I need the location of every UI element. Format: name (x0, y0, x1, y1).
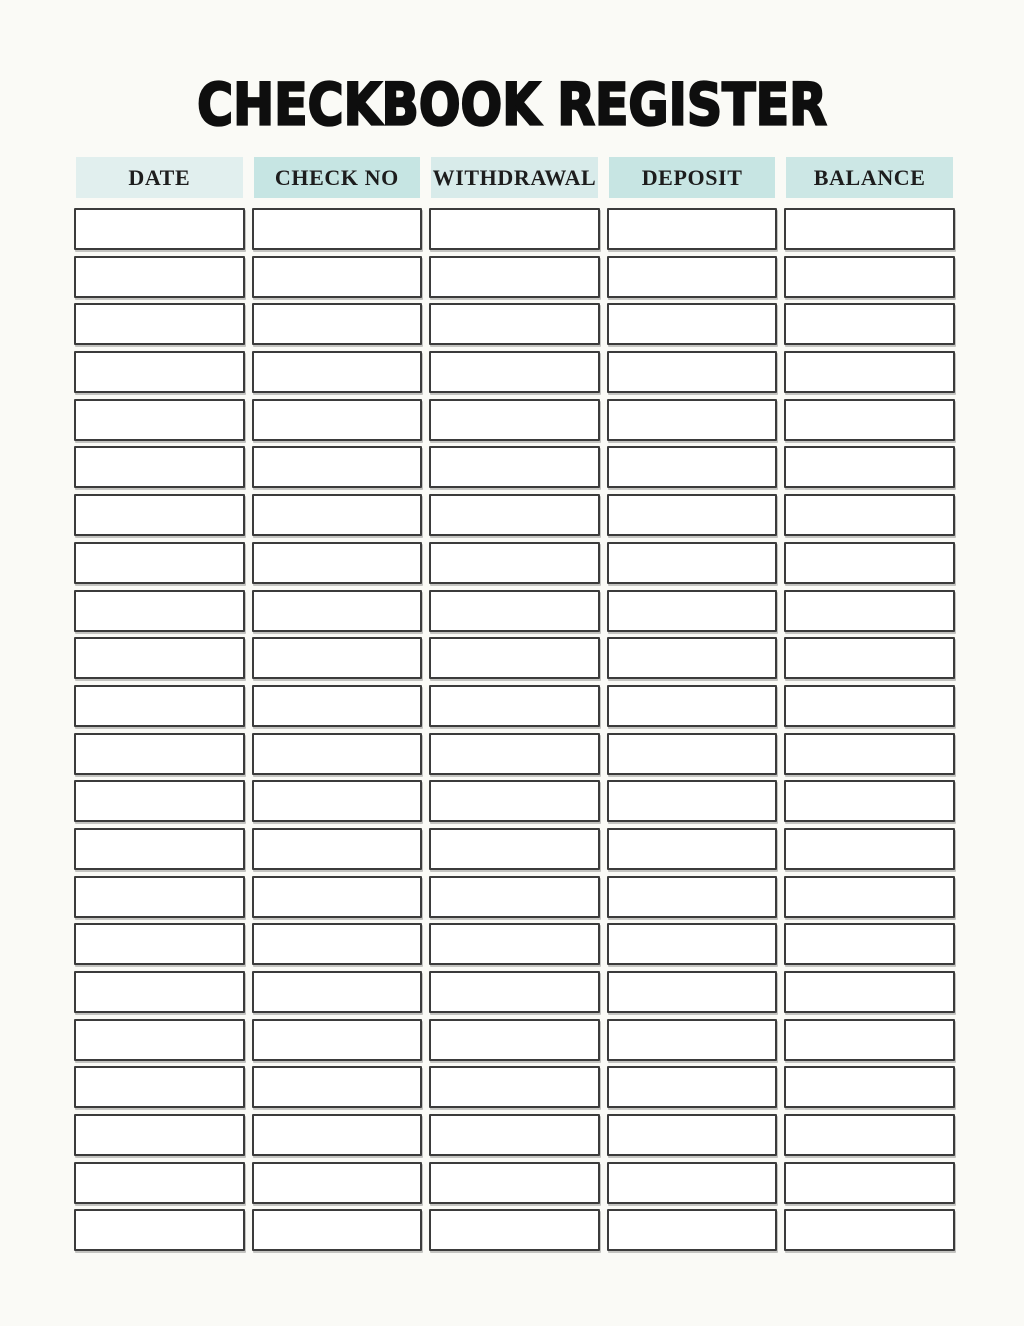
register-cell[interactable] (607, 971, 778, 1013)
register-cell[interactable] (74, 971, 245, 1013)
register-cell[interactable] (74, 780, 245, 822)
register-cell[interactable] (784, 542, 955, 584)
register-cell[interactable] (607, 590, 778, 632)
register-cell[interactable] (74, 685, 245, 727)
register-cell[interactable] (607, 876, 778, 918)
register-cell[interactable] (74, 542, 245, 584)
register-cell[interactable] (429, 256, 600, 298)
register-cell[interactable] (607, 351, 778, 393)
register-cell[interactable] (429, 399, 600, 441)
table-header-row (74, 157, 955, 198)
register-cell[interactable] (429, 542, 600, 584)
register-cell[interactable] (607, 399, 778, 441)
register-cell[interactable] (429, 733, 600, 775)
register-cell[interactable] (252, 542, 423, 584)
register-cell[interactable] (607, 1019, 778, 1061)
register-cell[interactable] (784, 923, 955, 965)
register-cell[interactable] (607, 780, 778, 822)
register-cell[interactable] (784, 876, 955, 918)
register-cell[interactable] (784, 637, 955, 679)
register-cell[interactable] (252, 494, 423, 536)
register-cell[interactable] (784, 1209, 955, 1251)
register-cell[interactable] (784, 208, 955, 250)
register-cell[interactable] (252, 876, 423, 918)
column-header-withdrawal: WITHDRAWAL (431, 157, 598, 198)
register-cell[interactable] (784, 733, 955, 775)
register-cell[interactable] (74, 1162, 245, 1204)
register-cell[interactable] (74, 1019, 245, 1061)
register-cell[interactable] (784, 256, 955, 298)
register-cell[interactable] (607, 256, 778, 298)
register-cell[interactable] (429, 590, 600, 632)
register-cell[interactable] (74, 351, 245, 393)
register-cell[interactable] (784, 1114, 955, 1156)
register-cell[interactable] (429, 637, 600, 679)
register-cell[interactable] (252, 351, 423, 393)
register-cell[interactable] (252, 446, 423, 488)
register-cell[interactable] (607, 303, 778, 345)
register-cell[interactable] (429, 1162, 600, 1204)
register-cell[interactable] (252, 685, 423, 727)
register-cell[interactable] (252, 256, 423, 298)
register-cell[interactable] (74, 590, 245, 632)
register-cell[interactable] (784, 494, 955, 536)
register-cell[interactable] (252, 303, 423, 345)
register-cell[interactable] (74, 303, 245, 345)
register-cell[interactable] (74, 1209, 245, 1251)
register-cell[interactable] (74, 876, 245, 918)
column-header-check-no: CHECK NO (254, 157, 421, 198)
register-cell[interactable] (429, 780, 600, 822)
register-cell[interactable] (252, 733, 423, 775)
register-cell[interactable] (607, 542, 778, 584)
register-cell[interactable] (252, 590, 423, 632)
register-cell[interactable] (429, 971, 600, 1013)
register-cell[interactable] (252, 1019, 423, 1061)
register-cell[interactable] (784, 351, 955, 393)
register-cell[interactable] (607, 1114, 778, 1156)
register-cell[interactable] (74, 637, 245, 679)
register-cell[interactable] (74, 828, 245, 870)
register-cell[interactable] (74, 208, 245, 250)
register-cell[interactable] (429, 1019, 600, 1061)
register-cell[interactable] (429, 1209, 600, 1251)
register-cell[interactable] (429, 923, 600, 965)
register-cell[interactable] (429, 1066, 600, 1108)
register-cell[interactable] (252, 780, 423, 822)
register-cell[interactable] (607, 1209, 778, 1251)
register-cell[interactable] (784, 303, 955, 345)
register-cell[interactable] (607, 637, 778, 679)
column-header-date: DATE (76, 157, 243, 198)
register-cell[interactable] (607, 733, 778, 775)
register-cell[interactable] (429, 1114, 600, 1156)
register-cell[interactable] (429, 685, 600, 727)
register-cell[interactable] (429, 494, 600, 536)
register-cell[interactable] (607, 1066, 778, 1108)
register-cell[interactable] (252, 971, 423, 1013)
register-cell[interactable] (252, 1209, 423, 1251)
register-cell[interactable] (74, 1066, 245, 1108)
register-cell[interactable] (252, 923, 423, 965)
register-cell[interactable] (784, 780, 955, 822)
register-cell[interactable] (784, 399, 955, 441)
column-header-balance: BALANCE (786, 157, 953, 198)
register-cell[interactable] (429, 208, 600, 250)
register-cell[interactable] (784, 1066, 955, 1108)
register-cell[interactable] (784, 971, 955, 1013)
register-cell[interactable] (784, 590, 955, 632)
register-cell[interactable] (252, 1066, 423, 1108)
register-cell[interactable] (252, 208, 423, 250)
register-cell[interactable] (607, 828, 778, 870)
register-cell[interactable] (784, 1162, 955, 1204)
register-cell[interactable] (252, 828, 423, 870)
page-title: CHECKBOOK REGISTER (197, 71, 827, 139)
register-cell[interactable] (74, 923, 245, 965)
register-cell[interactable] (607, 446, 778, 488)
register-cell[interactable] (784, 446, 955, 488)
register-grid (74, 208, 955, 1251)
register-cell[interactable] (784, 828, 955, 870)
register-cell[interactable] (607, 923, 778, 965)
column-header-deposit: DEPOSIT (609, 157, 776, 198)
register-cell[interactable] (607, 1162, 778, 1204)
register-cell[interactable] (607, 494, 778, 536)
register-cell[interactable] (74, 256, 245, 298)
register-cell[interactable] (429, 876, 600, 918)
register-cell[interactable] (74, 446, 245, 488)
register-cell[interactable] (74, 1114, 245, 1156)
register-cell[interactable] (252, 399, 423, 441)
register-cell[interactable] (429, 446, 600, 488)
register-table (74, 157, 955, 1251)
register-cell[interactable] (429, 351, 600, 393)
register-cell[interactable] (74, 733, 245, 775)
register-cell[interactable] (607, 208, 778, 250)
register-cell[interactable] (784, 1019, 955, 1061)
register-cell[interactable] (429, 303, 600, 345)
register-cell[interactable] (252, 1114, 423, 1156)
register-cell[interactable] (74, 494, 245, 536)
register-cell[interactable] (607, 685, 778, 727)
register-cell[interactable] (429, 828, 600, 870)
register-cell[interactable] (784, 685, 955, 727)
register-cell[interactable] (252, 1162, 423, 1204)
register-cell[interactable] (74, 399, 245, 441)
register-cell[interactable] (252, 637, 423, 679)
